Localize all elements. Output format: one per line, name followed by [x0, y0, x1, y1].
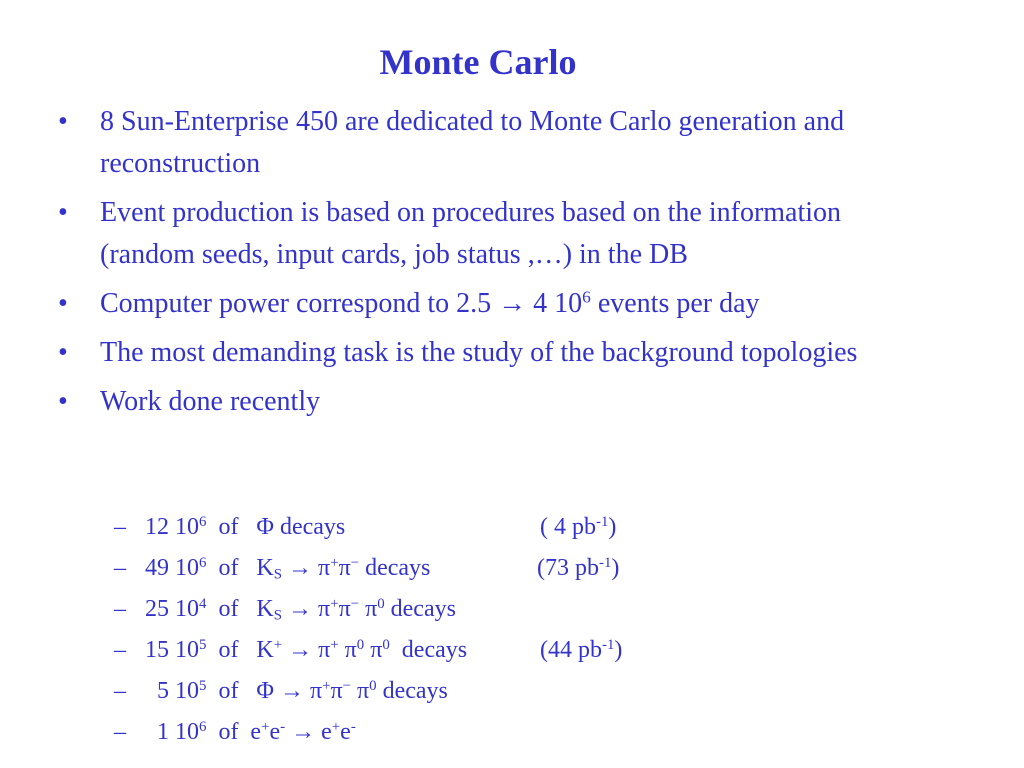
- bullet-text: 8 Sun-Enterprise 450 are dedicated to Monte Carlo generation and reconstruction: [100, 106, 845, 179]
- sub-bullet-item: [0, 671, 1024, 712]
- bullet-item: [0, 332, 910, 374]
- sub-bullet-dash: –: [114, 719, 126, 745]
- bullet-item: [0, 192, 910, 276]
- luminosity-note: (44 $pb^{-1}$): [540, 636, 623, 663]
- bullet-item: [0, 101, 910, 185]
- sub-bullet-item: [0, 589, 1024, 630]
- arrow-icon: →: [288, 555, 313, 581]
- bullet-text: Event production is based on procedures based on the information (random seeds, input cards, job status ,…) in the DB: [100, 197, 842, 270]
- luminosity-note: ( 4 $pb^{-1}$): [540, 513, 617, 540]
- sub-bullet-item: [0, 507, 1024, 548]
- sub-bullet-text: 49 $10^6$ of $K_S \to \pi^+\pi^-$ decays: [145, 554, 431, 583]
- arrow-icon: →: [279, 678, 304, 704]
- slide-title: Monte Carlo: [379, 42, 577, 82]
- arrow-icon: →: [288, 596, 313, 622]
- sub-bullet-item: [0, 548, 1024, 589]
- bullet-dot: •: [58, 288, 68, 319]
- bullet-item: [0, 283, 910, 325]
- bullet-text: Work done recently: [100, 386, 321, 417]
- sub-bullet-dash: –: [114, 637, 126, 663]
- sub-bullet-dash: –: [114, 596, 126, 622]
- sub-bullet-dash: –: [114, 555, 126, 581]
- sub-bullet-text: 25 $10^4$ of $K_S \to \pi^+\pi^-$ $\pi^0$ decays: [145, 595, 456, 624]
- sub-bullet-text: 5 $10^5$ of Φ → π+π− $\pi^0$ decays: [145, 677, 448, 704]
- bullet-list: [0, 101, 1024, 430]
- bullet-dot: •: [58, 197, 68, 228]
- arrow-icon: →: [498, 288, 527, 319]
- sub-bullet-dash: –: [114, 678, 126, 704]
- bullet-item: [0, 381, 910, 423]
- bullet-dot: •: [58, 386, 68, 417]
- sub-bullet-text: 15 $10^5$ of K+ → π+ $\pi^0$ $\pi^0$ decays: [145, 636, 468, 663]
- sub-bullet-dash: –: [114, 514, 126, 540]
- bullet-text: The most demanding task is the study of the background topologies: [100, 337, 858, 368]
- bullet-dot: •: [58, 106, 68, 137]
- sub-bullet-text: 1 $10^6$ of e+e- → e+e-: [145, 718, 356, 745]
- bullet-dot: •: [58, 337, 68, 368]
- sub-bullet-item: [0, 630, 1024, 671]
- bullet-text: Computer power correspond to 2.5 → 4 $10^6$ events per day: [100, 287, 760, 319]
- arrow-icon: →: [291, 719, 316, 745]
- sub-bullet-list: [0, 507, 1024, 753]
- arrow-icon: →: [288, 637, 313, 663]
- sub-bullet-text: 12 $10^6$ of Φ decays: [145, 513, 346, 540]
- sub-bullet-item: [0, 712, 1024, 753]
- luminosity-note: (73 $pb^{-1}$): [537, 554, 620, 581]
